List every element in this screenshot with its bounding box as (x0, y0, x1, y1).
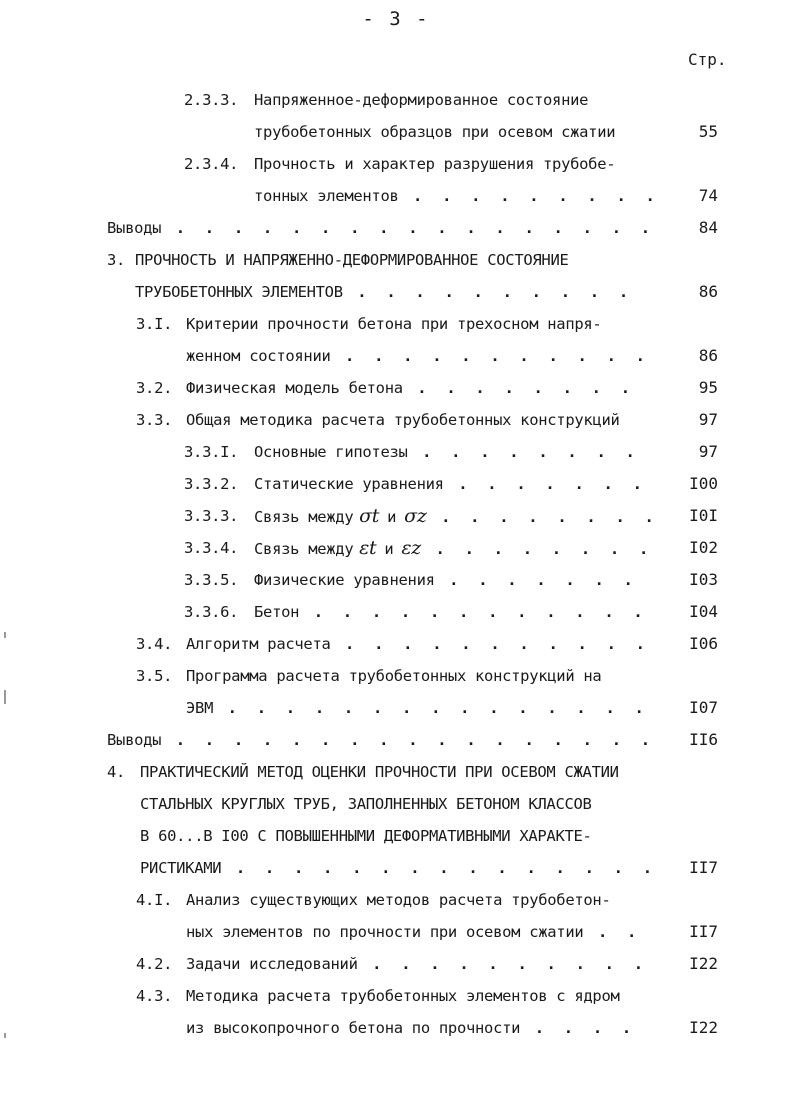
toc-page-ref: 74 (698, 186, 718, 205)
math-symbol: σz (404, 505, 427, 527)
leader-dots: . . . . . . . . . . . . (299, 603, 648, 621)
toc-entry-title (186, 632, 650, 656)
leader-dots: . . . . . . . (434, 571, 639, 589)
toc-entry-text: женном состоянии (186, 347, 331, 365)
toc-entry-number: 3.3.3. (184, 507, 239, 525)
leader-dots: . . . . . . . . . . . . . . . . . (161, 219, 656, 237)
toc-entry-text: Алгоритм расчета (186, 635, 331, 653)
toc-entry-title (254, 472, 647, 496)
toc-entry-text: Задачи исследований (186, 955, 358, 973)
toc-page-ref: I00 (689, 474, 718, 493)
toc-entry-title (140, 760, 619, 784)
toc-entry-text: ПРАКТИЧЕСКИЙ МЕТОД ОЦЕНКИ ПРОЧНОСТИ ПРИ ОСЕВОМ СЖАТИИ (140, 763, 619, 781)
toc-entry-title (186, 920, 642, 944)
toc-entry-number: 3.3. (136, 411, 173, 429)
toc-entry-title (186, 408, 620, 432)
toc-entry-number: 3.3.5. (184, 571, 239, 589)
leader-dots: . . . . . . . . (402, 379, 636, 397)
toc-page-ref: 86 (698, 346, 718, 365)
toc-page-ref: 97 (698, 410, 718, 429)
toc-entry-text: Физические уравнения (254, 571, 435, 589)
toc-entry-title (186, 664, 601, 688)
toc-entry-text: ПРОЧНОСТЬ И НАПРЯЖЕННО-ДЕФОРМИРОВАННОЕ СОСТОЯНИЕ (135, 251, 569, 269)
toc-entry-number: 2.3.4. (184, 155, 239, 173)
toc-page-ref: II7 (689, 858, 718, 877)
leader-dots: . . . . . . . . . . . (330, 635, 651, 653)
math-symbol: εt (353, 537, 377, 559)
toc-entry-number: 3.4. (136, 635, 173, 653)
toc-entry-title (254, 184, 660, 208)
toc-entry-title (254, 88, 588, 112)
toc-entry-title (254, 440, 640, 464)
toc-entry-text: Физическая модель бетона (186, 379, 403, 397)
page-number: - 3 - (362, 8, 430, 30)
leader-dots: . . . . . . . . (426, 508, 660, 526)
toc-page-ref: I02 (689, 538, 718, 557)
toc-entry-text: Выводы (107, 219, 162, 237)
toc-entry-text: Методика расчета трубобетонных элементов с ядром (186, 987, 620, 1005)
toc-entry-title (135, 248, 569, 272)
toc-entry-text: Статические уравнения (254, 475, 444, 493)
toc-entry-text: трубобетонных образцов при осевом сжатии (254, 123, 616, 141)
toc-entry-title (254, 504, 659, 528)
leader-dots: . . . . . . . (443, 475, 648, 493)
toc-entry-title (186, 984, 620, 1008)
toc-entry-text: Выводы (107, 731, 162, 749)
toc-entry-text: Основные гипотезы (254, 443, 408, 461)
toc-page-ref: 86 (698, 282, 718, 301)
toc-entry-title (107, 216, 655, 240)
toc-entry-text: Напряженное-деформированное состояние (254, 91, 589, 109)
toc-page-ref: I22 (689, 1018, 718, 1037)
toc-entry-number: 3.I. (136, 315, 173, 333)
toc-entry-title (186, 696, 649, 720)
leader-dots: . . . . . . . . . . . . . . . (221, 859, 658, 877)
toc-entry-title (140, 856, 657, 880)
toc-entry-title (254, 120, 615, 144)
conjunction: и (384, 540, 394, 558)
toc-entry-text: РИСТИКАМИ (140, 859, 222, 877)
toc-entry-text: Бетон (254, 603, 300, 621)
toc-entry-title (140, 792, 592, 816)
toc-page-ref: 95 (698, 378, 718, 397)
toc-page-ref: I07 (689, 698, 718, 717)
toc-page-ref: I04 (689, 602, 718, 621)
toc-entry-number: 3.3.2. (184, 475, 239, 493)
toc-entry-text: из высокопрочного бетона по прочности (186, 1019, 521, 1037)
toc-entry-text: Связь между (254, 508, 354, 526)
toc-page-ref: I22 (689, 954, 718, 973)
margin-mark (4, 632, 6, 638)
math-symbol: σt (353, 505, 380, 527)
toc-entry-number: 3.3.6. (184, 603, 239, 621)
conjunction: и (387, 508, 397, 526)
toc-page-ref: I0I (689, 506, 718, 525)
leader-dots: . . . . . . . . (407, 443, 641, 461)
leader-dots: . . . . . . . . . (398, 187, 661, 205)
toc-entry-text: В 60...В I00 С ПОВЫШЕННЫМИ ДЕФОРМАТИВНЫМИ ХАРАКТЕ- (140, 827, 592, 845)
toc-entry-title (186, 952, 648, 976)
toc-entry-number: 3.2. (136, 379, 173, 397)
toc-entry-title (254, 600, 648, 624)
toc-entry-text: ЭВМ (186, 699, 214, 717)
toc-entry-text: Прочность и характер разрушения трубобе- (254, 155, 616, 173)
margin-mark (4, 1033, 6, 1038)
toc-entry-title (186, 344, 650, 368)
page-column-header: Стр. (688, 50, 727, 69)
toc-page-ref: II7 (689, 922, 718, 941)
toc-entry-title (140, 824, 592, 848)
leader-dots: . . . . . . . . . . . . . . . . . (161, 731, 656, 749)
toc-entry-text: Анализ существующих методов расчета трубобетон- (186, 891, 611, 909)
leader-dots: . . (583, 923, 642, 941)
toc-entry-number: 2.3.3. (184, 91, 239, 109)
toc-entry-text: Связь между (254, 540, 354, 558)
toc-entry-number: 3.3.4. (184, 539, 239, 557)
toc-entry-text: ных элементов по прочности при осевом сжатии (186, 923, 584, 941)
toc-entry-title (186, 1016, 636, 1040)
toc-entry-number: 4.I. (136, 891, 173, 909)
margin-mark (4, 690, 6, 704)
toc-entry-title (254, 568, 638, 592)
toc-entry-number: 3.3.I. (184, 443, 239, 461)
leader-dots: . . . . . . . . . . . . . . . (213, 699, 650, 717)
toc-entry-title (135, 280, 633, 304)
toc-entry-text: Программа расчета трубобетонных конструкций на (186, 667, 602, 685)
toc-entry-number: 4.3. (136, 987, 173, 1005)
toc-entry-title (186, 376, 635, 400)
math-symbol: εz (401, 537, 421, 559)
toc-entry-title (107, 728, 655, 752)
toc-page-ref: 84 (698, 218, 718, 237)
toc-entry-title (254, 536, 654, 560)
toc-entry-number: 4. (107, 763, 126, 781)
toc-page-ref: 97 (698, 442, 718, 461)
toc-page-ref: II6 (689, 730, 718, 749)
toc-entry-title (186, 312, 601, 336)
toc-entry-text: ТРУБОБЕТОННЫХ ЭЛЕМЕНТОВ (135, 283, 343, 301)
toc-entry-number: 3. (107, 251, 126, 269)
leader-dots: . . . . . . . . . . (357, 955, 649, 973)
toc-entry-text: Общая методика расчета трубобетонных конструкций (186, 411, 620, 429)
toc-page-ref: I03 (689, 570, 718, 589)
leader-dots: . . . . (520, 1019, 637, 1037)
toc-entry-number: 3.5. (136, 667, 173, 685)
leader-dots: . . . . . . . . (421, 540, 654, 558)
toc-entry-title (186, 888, 611, 912)
toc-page-ref: I06 (689, 634, 718, 653)
toc-entry-title (254, 152, 615, 176)
toc-entry-text: Критерии прочности бетона при трехосном напря- (186, 315, 602, 333)
toc-page-ref: 55 (698, 122, 718, 141)
toc-entry-text: СТАЛЬНЫХ КРУГЛЫХ ТРУБ, ЗАПОЛНЕННЫХ БЕТОНОМ КЛАССОВ (140, 795, 592, 813)
leader-dots: . . . . . . . . . . . (330, 347, 651, 365)
toc-entry-number: 4.2. (136, 955, 173, 973)
toc-entry-text: тонных элементов (254, 187, 399, 205)
leader-dots: . . . . . . . . . . (342, 283, 634, 301)
